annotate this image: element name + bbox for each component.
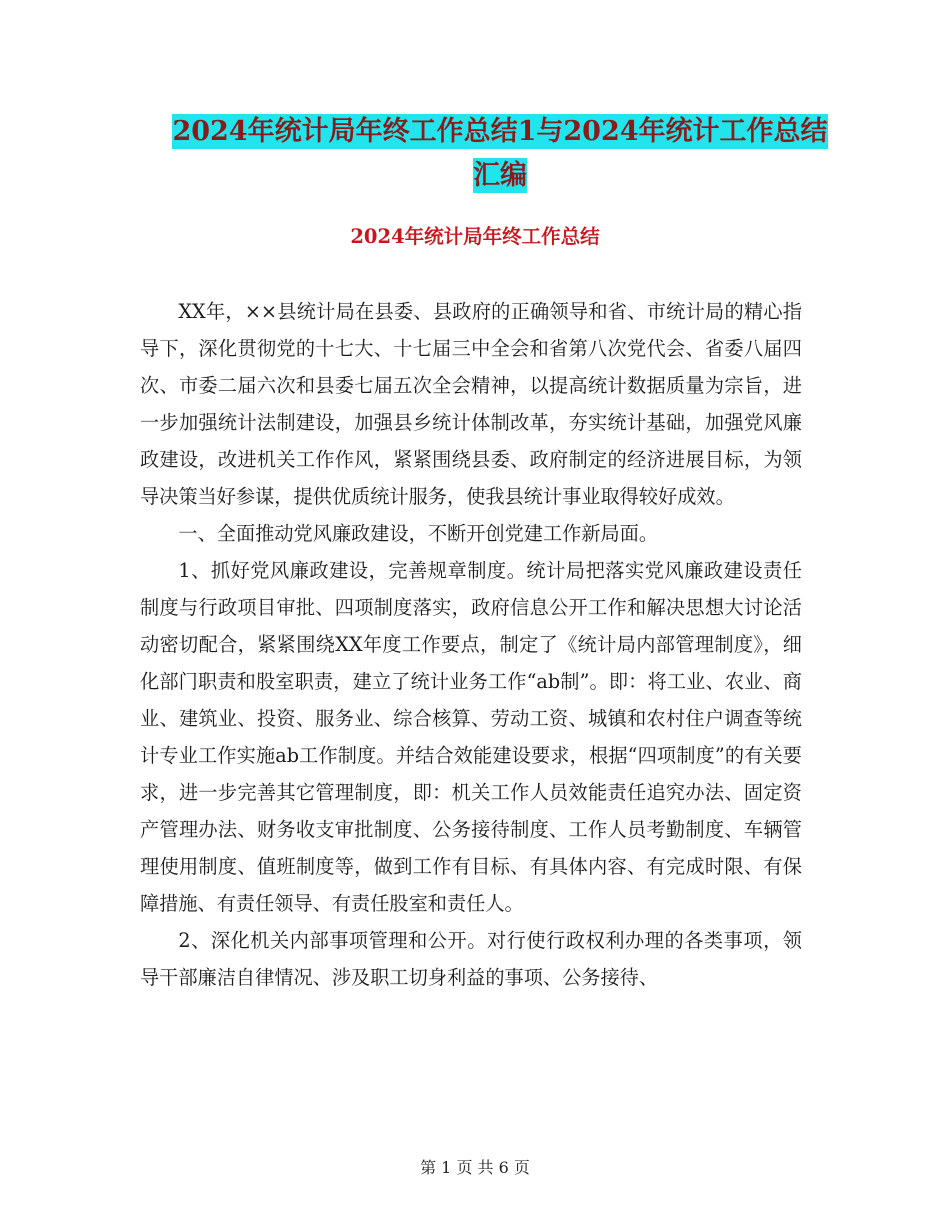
paragraph: XX年，××县统计局在县委、县政府的正确领导和省、市统计局的精心指导下，深化贯彻党的十七大、十七届三中全会和省第八次党代会、省委八届四次、市委二届六次和县委七届五次全会精神，以提高统计数据质量为宗旨，进一步加强统计法制建设，加强县乡统计体制改革，夯实统计基础，加强党风廉政建设，改进机关工作作风，紧紧围绕县委、政府制定的经济进展目标，为领导决策当好参谋，提供优质统计服务，使我县统计事业取得较好成效。 [140, 300, 802, 508]
page-footer: 第 1 页 共 6 页 [420, 1158, 530, 1177]
section-heading: 2024年统计局年终工作总结 [350, 225, 600, 248]
paragraph: 一、全面推动党风廉政建设，不断开创党建工作新局面。 [178, 522, 659, 545]
paragraph: 2、深化机关内部事项管理和公开。对行使行政权利办理的各类事项，领导干部廉洁自律情况、涉及职工切身利益的事项、公务接待、 [140, 929, 802, 989]
paragraph: 1、抓好党风廉政建设，完善规章制度。统计局把落实党风廉政建设责任制度与行政项目审批、四项制度落实，政府信息公开工作和解决思想大讨论活动密切配合，紧紧围绕XX年度工作要点，制定了《统计局内部管理制度》，细化部门职责和股室职责，建立了统计业务工作“ab制”。即：将工业、农业、商业、建筑业、投资、服务业、综合核算、劳动工资、城镇和农村住户调查等统计专业工作实施ab工作制度。并结合效能建设要求，根据“四项制度”的有关要求，进一步完善其它管理制度，即：机关工作人员效能责任追究办法、固定资产管理办法、财务收支审批制度、公务接待制度、工作人员考勤制度、车辆管理使用制度、值班制度等，做到工作有目标、有具体内容、有完成时限、有保障措施、有责任领导、有责任股室和责任人。 [140, 559, 802, 915]
title-line-2: 汇编 [473, 160, 527, 191]
document-title [150, 110, 850, 198]
title-line-1: 2024年统计局年终工作总结1与2024年统计工作总结 [172, 116, 828, 147]
document-body [140, 293, 802, 996]
